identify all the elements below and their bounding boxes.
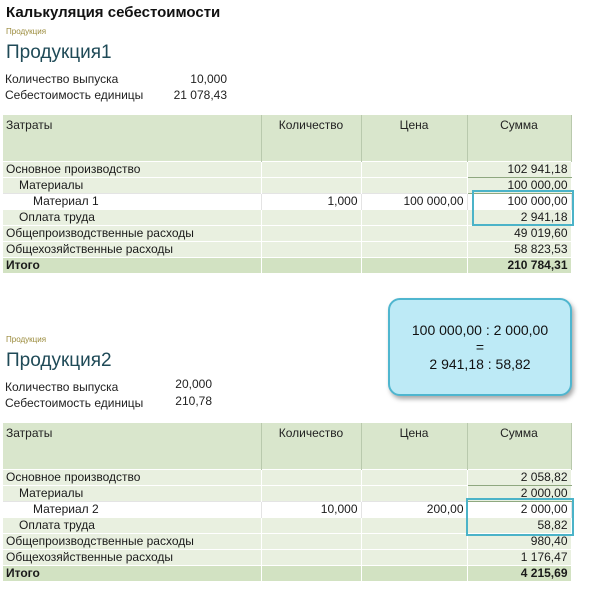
output-qty-label: Количество выпуска <box>5 72 119 86</box>
row-price <box>361 162 467 178</box>
row-price <box>361 470 467 486</box>
row-qty <box>261 226 361 242</box>
table-row[interactable] <box>3 470 571 486</box>
row-price <box>361 550 467 566</box>
header-cost-item: Затраты <box>3 423 261 470</box>
row-qty: 1,000 <box>261 194 361 210</box>
row-name: Оплата труда <box>3 210 261 226</box>
header-price: Цена <box>361 115 467 162</box>
row-sum: 2 941,18 <box>467 210 571 226</box>
row-name: Общехозяйственные расходы <box>3 242 261 258</box>
row-sum: 4 215,69 <box>467 566 571 582</box>
row-name: Основное производство <box>3 162 261 178</box>
row-price <box>361 486 467 502</box>
table-header <box>3 423 571 470</box>
row-price: 100 000,00 <box>361 194 467 210</box>
row-name: Основное производство <box>3 470 261 486</box>
row-name: Общепроизводственные расходы <box>3 534 261 550</box>
table-row[interactable] <box>3 550 571 566</box>
table-row[interactable] <box>3 226 571 242</box>
unit-cost-label: Себестоимость единицы <box>5 88 144 102</box>
row-name: Материалы <box>3 178 261 194</box>
row-name: Материалы <box>3 486 261 502</box>
header-quantity: Количество <box>261 115 361 162</box>
header-sum: Сумма <box>467 423 571 470</box>
row-name: Материал 2 <box>3 502 261 518</box>
row-qty <box>261 258 361 274</box>
header-sum: Сумма <box>467 115 571 162</box>
highlight-box <box>472 190 574 226</box>
callout-line-2: = <box>475 339 485 355</box>
row-qty <box>261 470 361 486</box>
output-qty-value: 20,000 <box>175 377 212 391</box>
product-title: Продукция1 <box>6 42 112 63</box>
row-qty <box>261 550 361 566</box>
header-cost-item: Затраты <box>3 115 261 162</box>
row-sum: 2 000,00 <box>467 486 571 502</box>
row-sum: 58,82 <box>467 518 571 534</box>
output-qty-value: 10,000 <box>190 72 227 86</box>
row-price <box>361 518 467 534</box>
row-price <box>361 566 467 582</box>
header-quantity: Количество <box>261 423 361 470</box>
row-sum: 210 784,31 <box>467 258 571 274</box>
row-qty <box>261 518 361 534</box>
row-sum: 58 823,53 <box>467 242 571 258</box>
row-qty <box>261 534 361 550</box>
row-sum: 2 058,82 <box>467 470 571 486</box>
row-sum: 2 000,00 <box>467 502 571 518</box>
product-title: Продукция2 <box>6 350 112 371</box>
row-price <box>361 258 467 274</box>
row-name: Итого <box>3 566 261 582</box>
product-small-label: Продукция <box>6 335 47 344</box>
table-row[interactable] <box>3 162 571 178</box>
row-sum: 100 000,00 <box>467 194 571 210</box>
row-qty <box>261 178 361 194</box>
unit-cost-value: 210,78 <box>175 394 212 408</box>
row-sum: 1 176,47 <box>467 550 571 566</box>
header-price: Цена <box>361 423 467 470</box>
highlight-box <box>466 498 574 536</box>
row-name: Общепроизводственные расходы <box>3 226 261 242</box>
row-name: Итого <box>3 258 261 274</box>
table-row[interactable] <box>3 242 571 258</box>
table-row-total[interactable] <box>3 566 571 582</box>
table-header <box>3 115 571 162</box>
row-qty <box>261 242 361 258</box>
row-qty <box>261 162 361 178</box>
product-small-label: Продукция <box>6 27 47 36</box>
unit-cost-label: Себестоимость единицы <box>5 396 144 410</box>
row-qty <box>261 566 361 582</box>
row-name: Общехозяйственные расходы <box>3 550 261 566</box>
row-qty <box>261 210 361 226</box>
row-sum: 980,40 <box>467 534 571 550</box>
row-price: 200,00 <box>361 502 467 518</box>
callout-line-1: 100 000,00 : 2 000,00 <box>411 322 549 338</box>
ratio-callout <box>388 298 572 396</box>
page-title: Калькуляция себестоимости <box>6 4 221 21</box>
row-qty <box>261 486 361 502</box>
row-sum: 100 000,00 <box>467 178 571 194</box>
table-row-total[interactable] <box>3 258 571 274</box>
unit-cost-value: 21 078,43 <box>173 88 227 102</box>
row-price <box>361 210 467 226</box>
row-price <box>361 242 467 258</box>
row-name: Оплата труда <box>3 518 261 534</box>
row-sum: 49 019,60 <box>467 226 571 242</box>
row-name: Материал 1 <box>3 194 261 210</box>
row-sum: 102 941,18 <box>467 162 571 178</box>
output-qty-label: Количество выпуска <box>5 380 119 394</box>
row-price <box>361 178 467 194</box>
row-price <box>361 226 467 242</box>
row-price <box>361 534 467 550</box>
row-qty: 10,000 <box>261 502 361 518</box>
callout-line-3: 2 941,18 : 58,82 <box>429 356 531 372</box>
